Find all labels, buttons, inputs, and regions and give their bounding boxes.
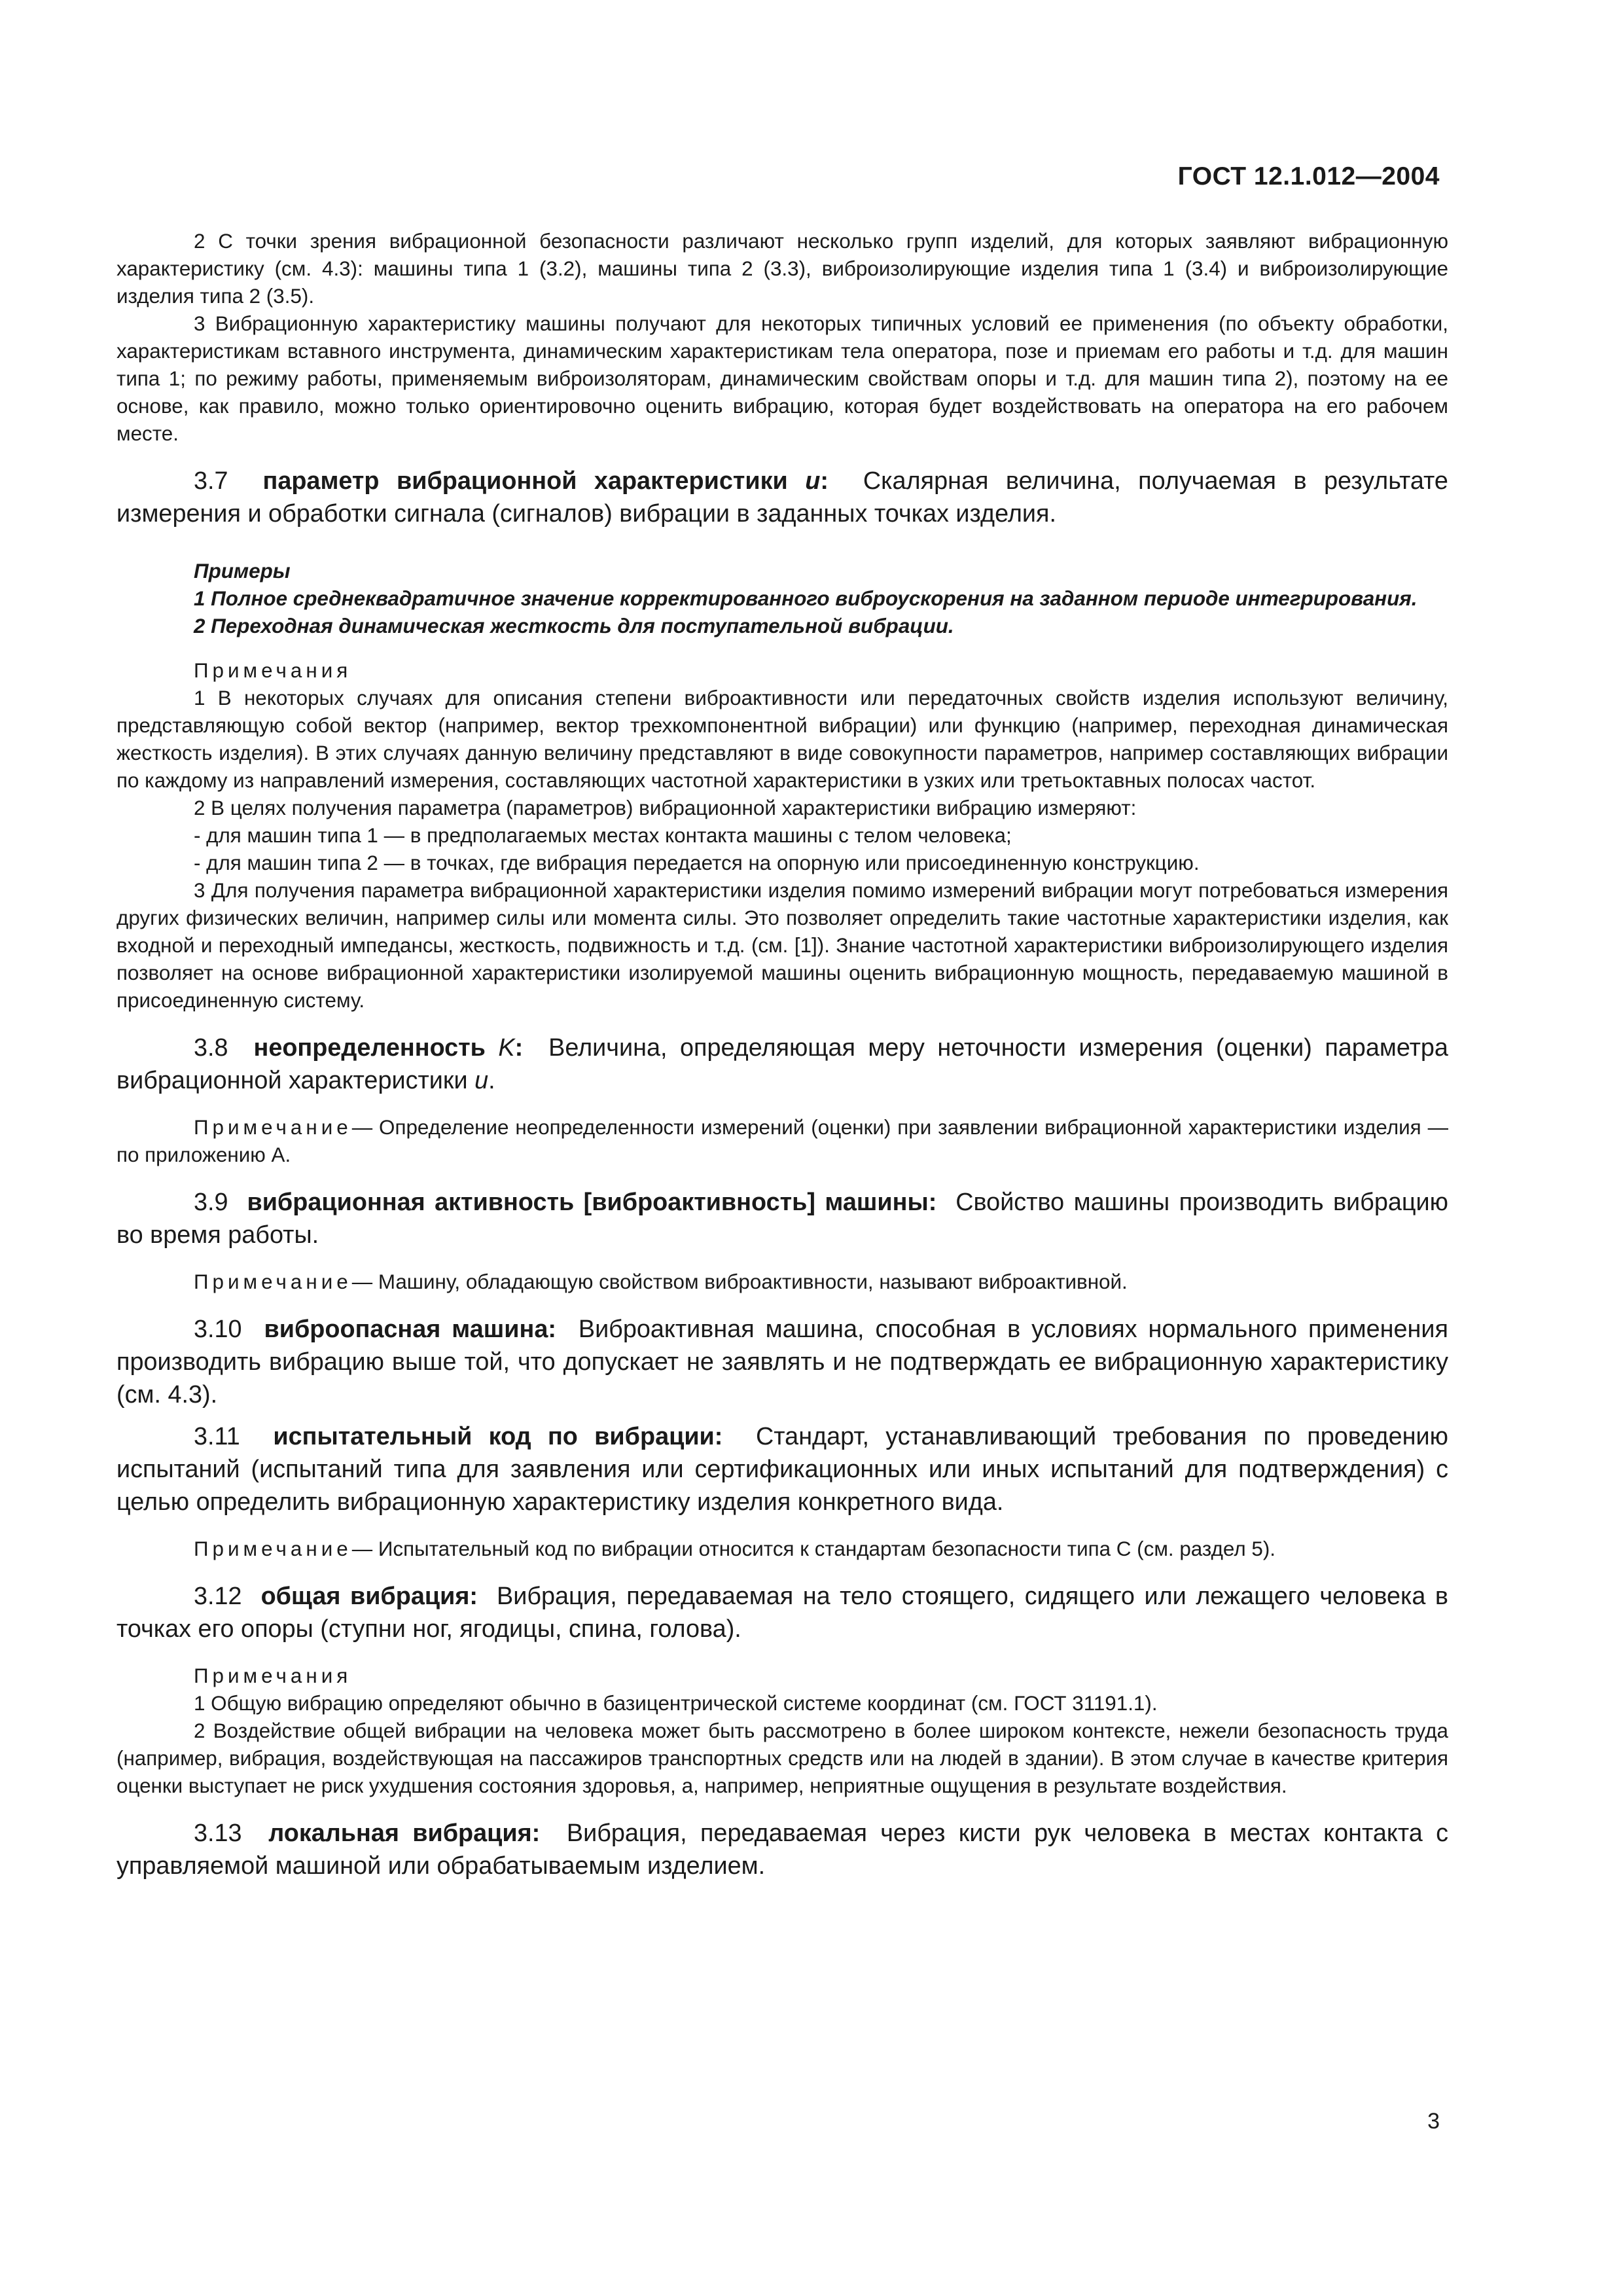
term-name: локальная вибрация: (268, 1820, 541, 1847)
note-single: Примечание— Определение неопределенности измерений (оценки) при заявлении вибрационной характеристики изделия — по приложению А. (116, 1116, 1448, 1166)
term-definition: Величина, определяющая меру неточности измерения (оценки) параметра вибрационной характеристики (116, 1034, 1448, 1094)
term-name: испытательный код по вибрации: (273, 1423, 723, 1450)
page-content (116, 228, 1448, 1882)
clause-number: 3.8 (194, 1034, 228, 1062)
term-symbol: K (498, 1034, 515, 1062)
term-definition: Стандарт, устанавливающий требования по проведению испытаний (испытаний типа для заявления или сертификационных или иных испытаний для подтверждения) с целью определить вибрационную характеристику изделия конкретного вида. (116, 1423, 1448, 1516)
example-item: 2 Переходная динамическая жесткость для поступательной вибрации. (194, 615, 954, 637)
page-number: 3 (1427, 2109, 1440, 2134)
term-3-12 (116, 1580, 1448, 1645)
term-name: общая вибрация: (260, 1583, 478, 1610)
clause-number: 3.9 (194, 1189, 228, 1216)
term-3-10 (116, 1313, 1448, 1411)
note-item: - для машин типа 2 — в точках, где вибрация передается на опорную или присоединенную конструкцию. (194, 852, 1200, 874)
term-3-11 (116, 1420, 1448, 1518)
term-symbol: u (805, 467, 821, 495)
term-definition: Скалярная величина, получаемая в результате измерения и обработки сигнала (сигналов) вибрации в заданных точках изделия. (116, 467, 1448, 528)
note-label: Примечание (194, 1537, 352, 1560)
term-name: параметр вибрационной характеристики (262, 467, 788, 495)
note-paragraph: 2 С точки зрения вибрационной безопасности различают несколько групп изделий, для которых заявляют вибрационную характеристику (см. 4.3): машины типа 1 (3.2), машины типа 2 (3.3), виброизолирующие изделия типа 1 (3.4) и виброизолирующие изделия типа 2 (3.5). (116, 230, 1448, 308)
document-code-header: ГОСТ 12.1.012—2004 (1177, 162, 1440, 190)
term-3-8: 3.8 неопределенность K: Величина, определяющая меру неточности измерения (оценки) параметра вибрационной характеристики u. (116, 1034, 1448, 1094)
clause-number: 3.13 (194, 1820, 242, 1847)
term-name: виброопасная машина: (264, 1316, 556, 1343)
examples-title: Примеры (194, 560, 291, 583)
term-3-9 (116, 1186, 1448, 1251)
clause-number: 3.11 (194, 1423, 240, 1450)
note-label: Примечание (194, 1270, 352, 1293)
note-paragraph: 3 Вибрационную характеристику машины получают для некоторых типичных условий ее применения (по объекту обработки, характеристикам вставного инструмента, динамическим характеристикам тела оператора, позе и приемам его работы и т.д. для машин типа 1; по режиму работы, применяемым виброизоляторам, динамическим свойствам опоры и т.д. для машин типа 2), поэтому на ее основе, как правило, можно только ориентировочно оценить вибрацию, которая будет воздействовать на оператора на его рабочем месте. (116, 312, 1448, 445)
clause-number: 3.7 (194, 467, 228, 495)
note-item: 1 Общую вибрацию определяют обычно в базицентрической системе координат (см. ГОСТ 31191.1). (194, 1692, 1158, 1715)
term-3-7: 3.7 параметр вибрационной характеристики u: Скалярная величина, получаемая в результате измерения и обработки сигнала (сигналов) вибрации в заданных точках изделия. (116, 467, 1448, 528)
clause-number: 3.10 (194, 1316, 242, 1343)
note-item: 2 В целях получения параметра (параметров) вибрационной характеристики вибрацию измеряют: (194, 797, 1137, 819)
term-definition: Вибрация, передаваемая через кисти рук человека в местах контакта с управляемой машиной или обрабатываемым изделием. (116, 1820, 1449, 1880)
note-item: - для машин типа 1 — в предполагаемых местах контакта машины с телом человека; (194, 824, 1012, 847)
term-definition: Виброактивная машина, способная в условиях нормального применения производить вибрацию выше той, что допускает не заявлять и не подтверждать ее вибрационную характеристику (см. 4.3). (116, 1316, 1448, 1408)
note-item: 1 В некоторых случаях для описания степени виброактивности или передаточных свойств изделия используют величину, представляющую собой вектор (например, вектор трехкомпонентной вибрации) или функцию (например, переходная динамическая жесткость изделия). В этих случаях данную величину представляют в виде совокупности параметров, например составляющих вибрации по каждому из направлений измерения, составляющих частотной характеристики в узких или третьоктавных полосах частот. (116, 687, 1448, 792)
note-single: Примечание— Машину, обладающую свойством виброактивности, называют виброактивной. (194, 1270, 1128, 1293)
example-item: 1 Полное среднеквадратичное значение корректированного виброускорения на заданном периоде интегрирования. (194, 587, 1418, 610)
notes-title: Примечания (194, 1664, 352, 1687)
term-3-13 (116, 1817, 1448, 1882)
note-item: 2 Воздействие общей вибрации на человека может быть рассмотрено в более широком контексте, нежели безопасность труда (например, вибрация, воздействующая на пассажиров транспортных средств или на людей в здании). В этом случае в качестве критерия оценки выступает не риск ухудшения состояния здоровья, а, например, неприятные ощущения в результате воздействия. (116, 1719, 1448, 1797)
note-label: Примечание (194, 1116, 352, 1139)
notes-title: Примечания (194, 659, 352, 682)
term-symbol: u (474, 1067, 489, 1094)
term-definition: Вибрация, передаваемая на тело стоящего, сидящего или лежащего человека в точках его опоры (ступни ног, ягодицы, спина, голова). (116, 1583, 1448, 1643)
note-item: 3 Для получения параметра вибрационной характеристики изделия помимо измерений вибрации могут потребоваться измерения других физических величин, например силы или момента силы. Это позволяет определить такие частотные характеристики изделия, как входной и переходный импедансы, жесткость, подвижность и т.д. (см. [1]). Знание частотной характеристики виброизолирующего изделия позволяет на основе вибрационной характеристики изолируемой машины оценить вибрационную мощность, передаваемую машиной в присоединенную систему. (116, 879, 1448, 1012)
term-definition: Свойство машины производить вибрацию во время работы. (116, 1189, 1448, 1249)
term-name: вибрационная активность [виброактивность] машины: (247, 1189, 937, 1216)
note-single: Примечание— Испытательный код по вибрации относится к стандартам безопасности типа С (см. раздел 5). (194, 1537, 1276, 1560)
clause-number: 3.12 (194, 1583, 242, 1610)
term-name: неопределенность (253, 1034, 486, 1062)
